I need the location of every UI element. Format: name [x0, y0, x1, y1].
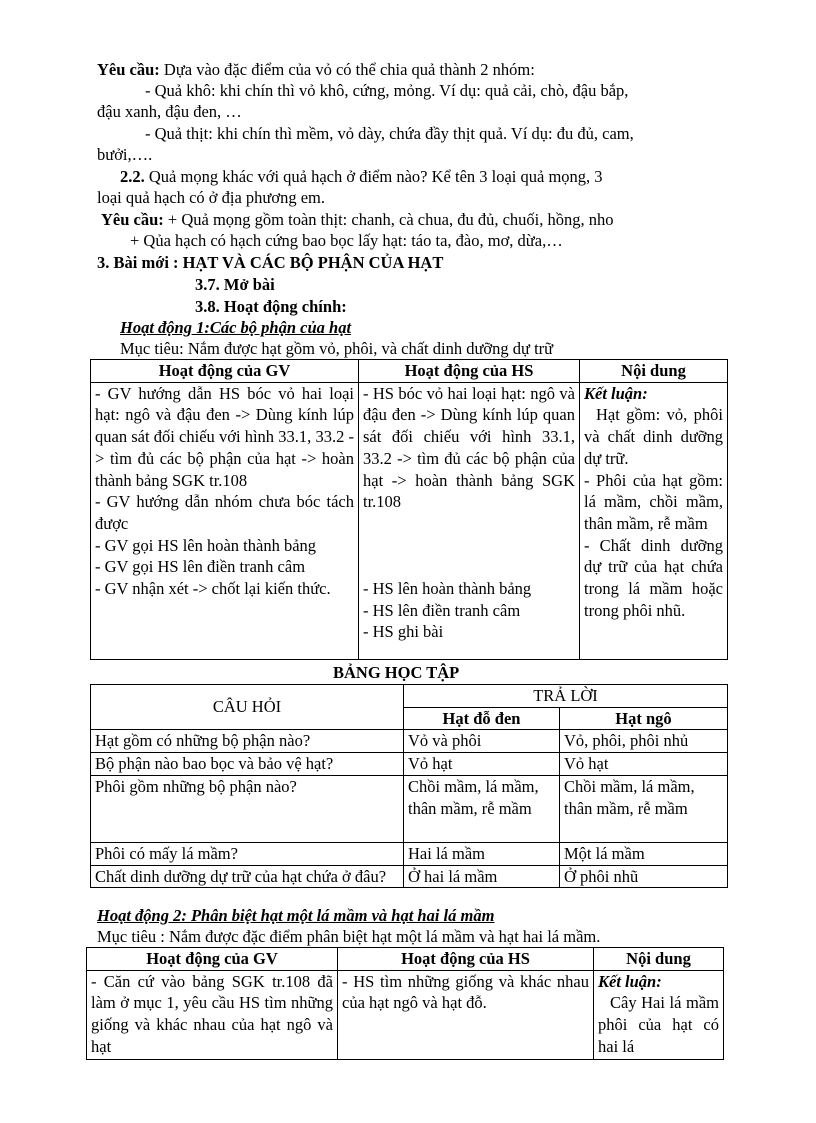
requirement-2-line-1	[101, 210, 613, 230]
header-teacher: Hoạt động của GV	[91, 360, 359, 383]
activity-2-header-row	[87, 948, 724, 971]
activity-2-body-row	[87, 970, 724, 1059]
requirement-label: Yêu cầu:	[97, 60, 160, 79]
study-table	[90, 684, 728, 888]
student-step-1: - HS bóc vỏ hai loại hạt: ngô và đậu đen -> Dùng kính lúp quan sát đối chiếu với hình 33.1, 33.2 -> tìm đủ các bộ phận của hạt -> hoàn thành bảng SGK tr.108	[363, 383, 575, 512]
teacher-step-2: - GV hướng dẫn nhóm chưa bóc tách được	[95, 492, 354, 533]
requirement-2-label: Yêu cầu:	[101, 210, 164, 229]
question-cell: Chất dinh dưỡng dự trữ của hạt chứa ở đâu?	[91, 865, 404, 888]
student-step-4: - HS ghi bài	[363, 622, 444, 642]
teacher-step-5: - GV nhận xét -> chốt lại kiến thức.	[95, 579, 331, 599]
conclusion-label: Kết luận:	[598, 971, 662, 991]
question-cell: Bộ phận nào bao bọc và bảo vệ hạt?	[91, 753, 404, 776]
section-3-heading: 3. Bài mới : HẠT VÀ CÁC BỘ PHẬN CỦA HẠT	[97, 253, 444, 272]
study-table-title: BẢNG HỌC TẬP	[333, 663, 460, 682]
activity-1-header-row	[91, 360, 728, 383]
section-3-8-heading: 3.8. Hoạt động chính:	[195, 297, 347, 316]
table-row	[91, 753, 728, 776]
activity-2-title: Hoạt động 2: Phân biệt hạt một lá mầm và hạt hai lá mầm	[97, 906, 495, 925]
table-row	[91, 842, 728, 865]
question-cell: Phôi gồm những bộ phận nào?	[91, 775, 404, 842]
activity-1-title: Hoạt động 1:Các bộ phận của hạt	[120, 318, 352, 337]
requirement-text: Dựa vào đặc điểm của vỏ có thể chia quả thành 2 nhóm:	[159, 60, 535, 79]
black-bean-answer: Chồi mầm, lá mầm, thân mầm, rễ mầm	[404, 775, 560, 842]
corn-answer: Một lá mầm	[560, 842, 728, 865]
answer-header: TRẢ LỜI	[404, 685, 728, 708]
teacher-step-1: - GV hướng dẫn HS bóc vỏ hai loại hạt: ngô và đậu đen -> Dùng kính lúp quan sát đối chiếu với hình 33.1, 33.2 -> tìm đủ các bộ phận của hạt -> hoàn thành bảng SGK tr.108	[95, 383, 354, 490]
question-cell: Hạt gồm có những bộ phận nào?	[91, 730, 404, 753]
student-step-3: - HS lên điền tranh câm	[363, 600, 521, 620]
question-cell: Phôi có mấy lá mầm?	[91, 842, 404, 865]
requirement-2-text: + Quả mọng gồm toàn thịt: chanh, cà chua, đu đủ, chuối, hồng, nho	[163, 210, 614, 229]
table-row	[91, 730, 728, 753]
activity-1-body-row	[91, 382, 728, 659]
table-row	[91, 865, 728, 888]
requirement-2-line-2: + Qủa hạch có hạch cứng bao bọc lấy hạt: táo ta, đào, mơ, dừa,…	[130, 231, 563, 250]
black-bean-answer: Hai lá mầm	[404, 842, 560, 865]
header-content: Nội dung	[594, 948, 724, 971]
table-row	[91, 775, 728, 842]
dry-fruit-line-2: đậu xanh, đậu đen, …	[97, 102, 242, 121]
header-student: Hoạt động của HS	[338, 948, 594, 971]
corn-header: Hạt ngô	[560, 707, 728, 730]
corn-answer: Chồi mầm, lá mầm, thân mầm, rễ mầm	[560, 775, 728, 842]
teacher-step-4: - GV gọi HS lên điền tranh câm	[95, 557, 306, 577]
activity-2-table	[86, 947, 724, 1060]
teacher-activity: - Căn cứ vào bảng SGK tr.108 đã làm ở mục 1, yêu cầu HS tìm những giống và khác nhau của hạt ngô và hạt	[87, 970, 338, 1059]
question-header: CÂU HỎI	[91, 685, 404, 730]
conclusion-point-3: - Chất dinh dưỡng dự trữ của hạt chứa trong lá mầm hoặc trong phôi nhũ.	[584, 535, 723, 620]
fleshy-fruit-line-2: bưởi,….	[97, 145, 153, 164]
question-2-2-line-2: loại quả hạch có ở địa phương em.	[97, 188, 325, 207]
corn-answer: Vỏ, phôi, phôi nhủ	[560, 730, 728, 753]
study-header-row-1	[91, 685, 728, 708]
requirement-line-1	[97, 60, 535, 80]
question-text: Quả mọng khác với quả hạch ở điểm nào? Kể tên 3 loại quả mọng, 3	[144, 167, 603, 186]
student-step-2: - HS lên hoàn thành bảng	[363, 578, 532, 598]
dry-fruit-line-1: - Quả khô: khi chín thì vỏ khô, cứng, mỏng. Ví dụ: quả cải, chò, đậu bắp,	[145, 81, 629, 100]
black-bean-answer: Vỏ hạt	[404, 753, 560, 776]
question-number: 2.2.	[120, 167, 145, 186]
header-content: Nội dung	[580, 360, 728, 383]
conclusion-point-1: Hạt gồm: vỏ, phôi và chất dinh dưỡng dự trữ.	[584, 405, 723, 468]
section-3-7-heading: 3.7. Mở bài	[195, 275, 275, 294]
activity-2-goal: Mục tiêu : Nắm được đặc điểm phân biệt hạt một lá mầm và hạt hai lá mầm.	[97, 927, 601, 946]
black-bean-answer: Vỏ và phôi	[404, 730, 560, 753]
corn-answer: Vỏ hạt	[560, 753, 728, 776]
header-student: Hoạt động của HS	[359, 360, 580, 383]
student-activity: - HS tìm những giống và khác nhau của hạt ngô và hạt đỗ.	[338, 970, 594, 1059]
black-bean-header: Hạt đỗ đen	[404, 707, 560, 730]
conclusion-label: Kết luận:	[584, 383, 648, 403]
black-bean-answer: Ở hai lá mầm	[404, 865, 560, 888]
conclusion-text: Cây Hai lá mầm phôi của hạt có hai lá	[598, 993, 719, 1056]
fleshy-fruit-line-1: - Quả thịt: khi chín thì mềm, vỏ dày, chứa đầy thịt quả. Ví dụ: đu đủ, cam,	[145, 124, 634, 143]
activity-1-table	[90, 359, 728, 660]
header-teacher: Hoạt động của GV	[87, 948, 338, 971]
teacher-step-3: - GV gọi HS lên hoàn thành bảng	[95, 535, 317, 555]
corn-answer: Ở phôi nhũ	[560, 865, 728, 888]
conclusion-point-2: - Phôi của hạt gồm: lá mầm, chồi mầm, thân mầm, rễ mầm	[584, 470, 723, 533]
question-2-2-line-1	[120, 167, 603, 187]
activity-1-goal: Mục tiêu: Nắm được hạt gồm vỏ, phôi, và chất dinh dưỡng dự trữ	[120, 339, 554, 358]
